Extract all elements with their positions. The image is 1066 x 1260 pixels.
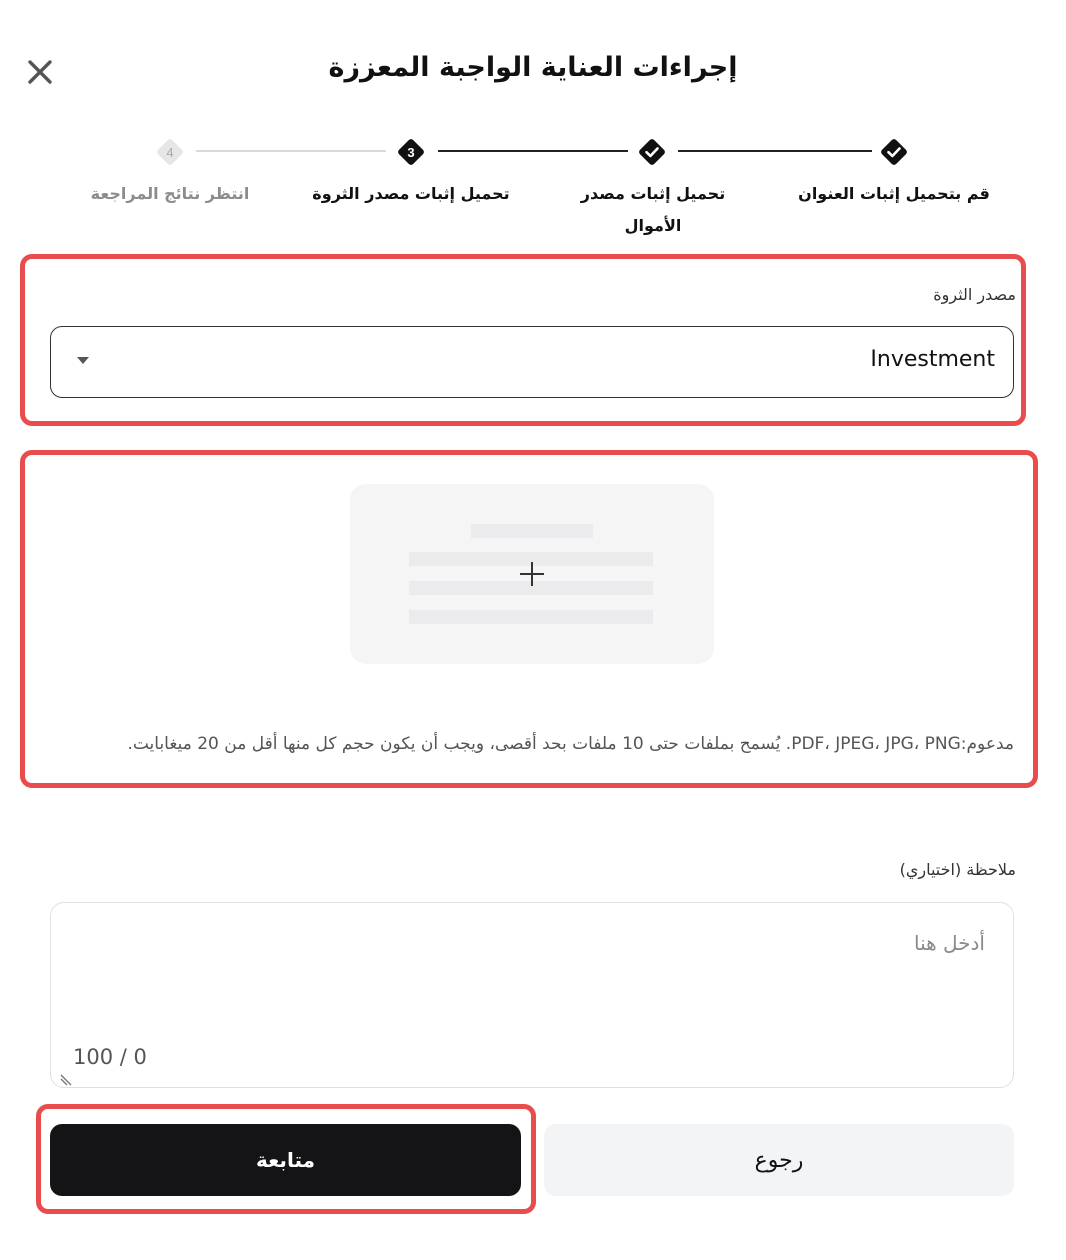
step-1-completed-icon	[880, 138, 908, 166]
step-4-pending-icon	[156, 138, 184, 166]
upload-dropzone[interactable]	[350, 484, 714, 664]
upload-hint: مدعوم:PDF، JPEG، JPG، PNG. يُسمح بملفات حتى 10 ملفات بحد أقصى، ويجب أن يكون حجم كل منها أقل من 20 ميغابايت.	[127, 734, 1014, 754]
step-connector	[678, 150, 872, 152]
note-placeholder: أدخل هنا	[913, 931, 985, 955]
wealth-source-value: Investment	[870, 347, 995, 372]
character-counter: 100 / 0	[73, 1045, 147, 1069]
page-title: إجراءات العناية الواجبة المعززة	[328, 52, 738, 83]
note-textarea[interactable]	[50, 902, 1014, 1088]
back-button[interactable]: رجوع	[544, 1124, 1014, 1196]
placeholder-bar	[471, 524, 593, 538]
wealth-source-label: مصدر الثروة	[933, 285, 1016, 304]
placeholder-bar	[409, 610, 653, 624]
caret-down-icon	[77, 357, 89, 364]
step-connector	[196, 150, 386, 152]
step-1-label: قم بتحميل إثبات العنوان	[798, 184, 990, 203]
plus-icon	[518, 560, 546, 588]
continue-button[interactable]: متابعة	[50, 1124, 521, 1196]
note-label: ملاحظة (اختياري)	[899, 860, 1016, 879]
resize-handle-icon[interactable]	[59, 1073, 73, 1087]
step-2-completed-icon	[638, 138, 666, 166]
step-connector	[438, 150, 628, 152]
step-4-label: انتظر نتائج المراجعة	[90, 184, 250, 203]
step-3-label: تحميل إثبات مصدر الثروة	[312, 184, 510, 203]
svg-text:4: 4	[166, 145, 174, 160]
step-3-current-icon	[397, 138, 425, 166]
wealth-source-select[interactable]	[50, 326, 1014, 398]
svg-text:3: 3	[407, 145, 415, 160]
step-2-label: تحميل إثبات مصدر الأموال	[580, 184, 726, 235]
